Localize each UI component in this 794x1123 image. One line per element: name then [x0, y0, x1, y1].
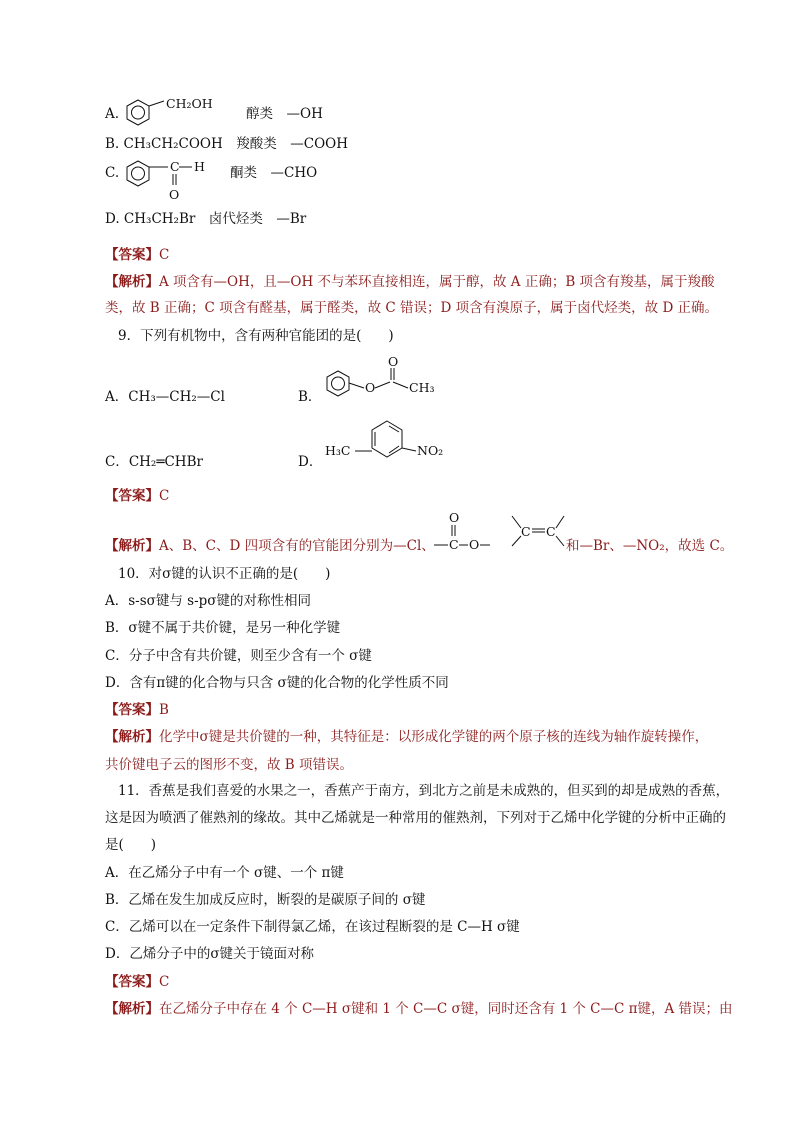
- svg-text:O: O: [365, 380, 376, 395]
- q9-answer: 【答案】C: [105, 488, 170, 504]
- svg-text:O: O: [388, 354, 399, 369]
- q8-option-c-label: C.: [105, 165, 120, 181]
- q10-answer: 【答案】B: [105, 702, 169, 718]
- q10-option-a: A．s-sσ键与 s-pσ键的对称性相同: [105, 593, 312, 609]
- svg-text:NO₂: NO₂: [417, 443, 444, 458]
- q8-option-c-type: 酮类 —CHO: [230, 165, 318, 181]
- q11-option-b: B．乙烯在发生加成反应时，断裂的是碳原子间的 σ键: [105, 892, 426, 908]
- alkene-group-structure: [508, 508, 568, 554]
- q8-answer: 【答案】C: [105, 247, 170, 263]
- q9-option-b-label: B．: [298, 389, 322, 405]
- q11-stem-line1: 11．香蕉是我们喜爱的水果之一，香蕉产于南方，到北方之前是未成熟的，但买到的却是成熟的香蕉，: [118, 783, 730, 799]
- q8-option-a-label: A.: [105, 106, 120, 122]
- svg-text:O: O: [469, 537, 480, 552]
- svg-text:O: O: [169, 187, 180, 202]
- q11-option-a: A．在乙烯分子中有一个 σ键、一个 π键: [105, 865, 344, 881]
- q10-option-d: D．含有π键的化合物与只含 σ键的化合物的化学性质不同: [105, 675, 449, 691]
- q11-option-c: C．乙烯可以在一定条件下制得氯乙烯，在该过程断裂的是 C—H σ键: [105, 919, 520, 935]
- q11-answer: 【答案】C: [105, 974, 170, 990]
- svg-text:CH₃: CH₃: [409, 380, 435, 395]
- q10-stem: 10．对σ键的认识不正确的是( ): [118, 566, 331, 582]
- q11-option-d: D．乙烯分子中的σ键关于镜面对称: [105, 946, 315, 962]
- q10-analysis-line2: 共价键电子云的图形不变，故 B 项错误。: [105, 757, 354, 773]
- benzaldehyde-structure: [124, 152, 224, 204]
- svg-text:C: C: [449, 537, 459, 552]
- svg-text:C: C: [546, 524, 556, 539]
- q11-stem-line3: 是( ): [105, 837, 157, 853]
- svg-text:C: C: [170, 159, 180, 174]
- q11-stem-line2: 这是因为喷洒了催熟剂的缘故。其中乙烯就是一种常用的催熟剂，下列对于乙烯中化学键的分析中正确的: [105, 810, 726, 826]
- q8-option-b: B. CH₃CH₂COOH 羧酸类 —COOH: [105, 136, 349, 152]
- svg-text:H: H: [194, 159, 205, 174]
- q9-option-c: C．CH₂═CHBr: [105, 454, 203, 470]
- q8-analysis-line1: 【解析】A 项含有—OH，且—OH 不与苯环直接相连，属于醇，故 A 正确；B 项含有羧基，属于羧酸: [105, 274, 715, 290]
- q9-option-d-label: D．: [298, 454, 323, 470]
- q10-analysis-line1: 【解析】化学中σ键是共价键的一种，其特征是：以形成化学键的两个原子核的连线为轴作旋转操作，: [105, 729, 709, 745]
- q10-option-c: C．分子中含有共价键，则至少含有一个 σ键: [105, 648, 372, 664]
- benzyl-alcohol-structure: [124, 92, 264, 132]
- q10-option-b: B．σ键不属于共价键，是另一种化学键: [105, 620, 341, 636]
- ester-group-structure: [432, 508, 492, 554]
- svg-text:O: O: [449, 510, 460, 525]
- nitrotoluene-structure: [322, 415, 462, 475]
- q11-analysis-line1: 【解析】在乙烯分子中存在 4 个 C—H σ键和 1 个 C—C σ键，同时还含有 1 个 C—C π键，A 错误；由: [105, 1001, 733, 1017]
- q9-analysis: 【解析】A、B、C、D 四项含有的官能团分别为—Cl、: [105, 538, 435, 554]
- q8-option-d: D. CH₃CH₂Br 卤代烃类 —Br: [105, 211, 307, 227]
- q8-analysis-line2: 类，故 B 正确；C 项含有醛基，属于醛类，故 C 错误；D 项含有溴原子，属于卤代烃类，故 D 正确。: [105, 300, 719, 316]
- q9-analysis-end: 和—Br、—NO₂，故选 C。: [566, 538, 734, 554]
- phenyl-acetate-structure: [320, 352, 450, 407]
- svg-text:C: C: [521, 524, 531, 539]
- q9-stem: 9．下列有机物中，含有两种官能团的是( ): [118, 328, 394, 344]
- q9-option-a: A．CH₃—CH₂—Cl: [105, 389, 225, 405]
- ch2oh-label: CH₂OH: [166, 96, 213, 111]
- q8-option-a-type: 醇类 —OH: [246, 106, 323, 122]
- svg-text:H₃C: H₃C: [325, 443, 351, 458]
